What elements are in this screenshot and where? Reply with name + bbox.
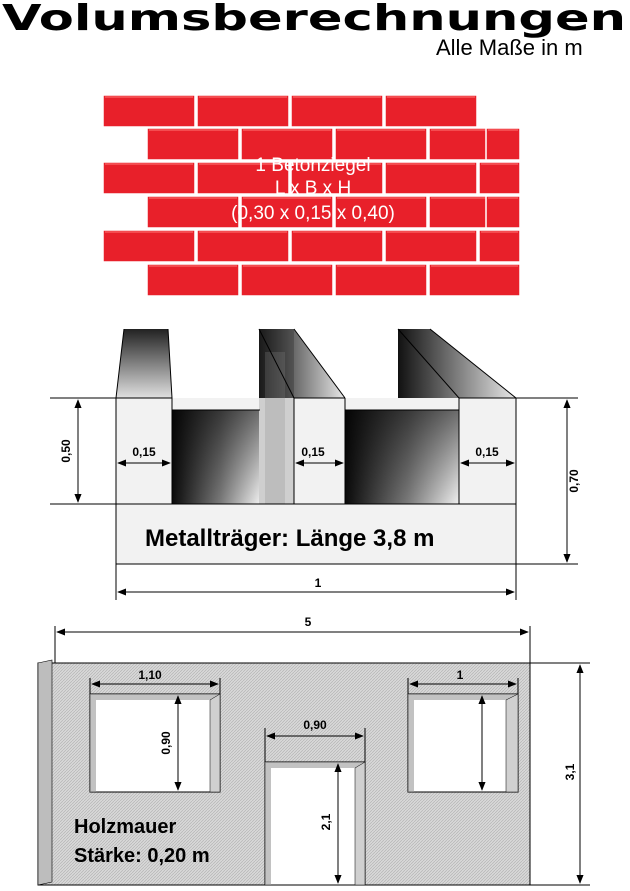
brick	[103, 230, 195, 262]
brick	[335, 264, 427, 296]
brick	[385, 162, 477, 194]
brick-label-line2: L x B x H	[274, 178, 352, 199]
dim-beam-left-height: 0,50	[59, 439, 73, 463]
brick	[486, 128, 520, 160]
units-note: Alle Maße in m	[436, 35, 583, 60]
brick-label-line1: 1 Betonziegel	[255, 155, 371, 176]
brick	[479, 162, 520, 194]
dim-flange-3: 0,15	[475, 445, 499, 459]
dim-beam-total-height: 0,70	[567, 469, 581, 493]
dim-wall-height: 3,1	[563, 763, 577, 781]
brick	[291, 230, 383, 262]
dim-door-width: 0,90	[303, 718, 327, 732]
brick	[486, 196, 520, 228]
dim-beam-width: 1	[314, 576, 322, 590]
brick	[197, 230, 289, 262]
wall-label-line2: Stärke: 0,20 m	[74, 845, 210, 867]
brick	[147, 264, 239, 296]
brick	[385, 95, 477, 127]
dim-door-height: 2,1	[319, 813, 333, 831]
wall-label-line1: Holzmauer	[74, 816, 177, 838]
brick	[197, 95, 289, 127]
brick	[147, 128, 239, 160]
brick	[241, 264, 333, 296]
brick	[291, 95, 383, 127]
dim-flange-2: 0,15	[301, 445, 325, 459]
brick-label-line3: (0,30 x 0,15 x 0,40)	[231, 203, 395, 224]
dim-flange-1: 0,15	[132, 445, 156, 459]
brick	[429, 264, 520, 296]
dim-window-left-width: 1,10	[138, 668, 162, 682]
dim-window-right-width: 1	[456, 668, 464, 682]
brick	[147, 196, 239, 228]
dim-window-left-height: 0,90	[159, 731, 173, 755]
beam-caption: Metallträger: Länge 3,8 m	[145, 525, 435, 552]
dim-wall-width: 5	[304, 615, 312, 629]
page-title: Volumsberechnungen	[2, 0, 626, 39]
brick	[385, 230, 477, 262]
brick	[479, 230, 520, 262]
brick	[103, 162, 195, 194]
brick	[103, 95, 195, 127]
